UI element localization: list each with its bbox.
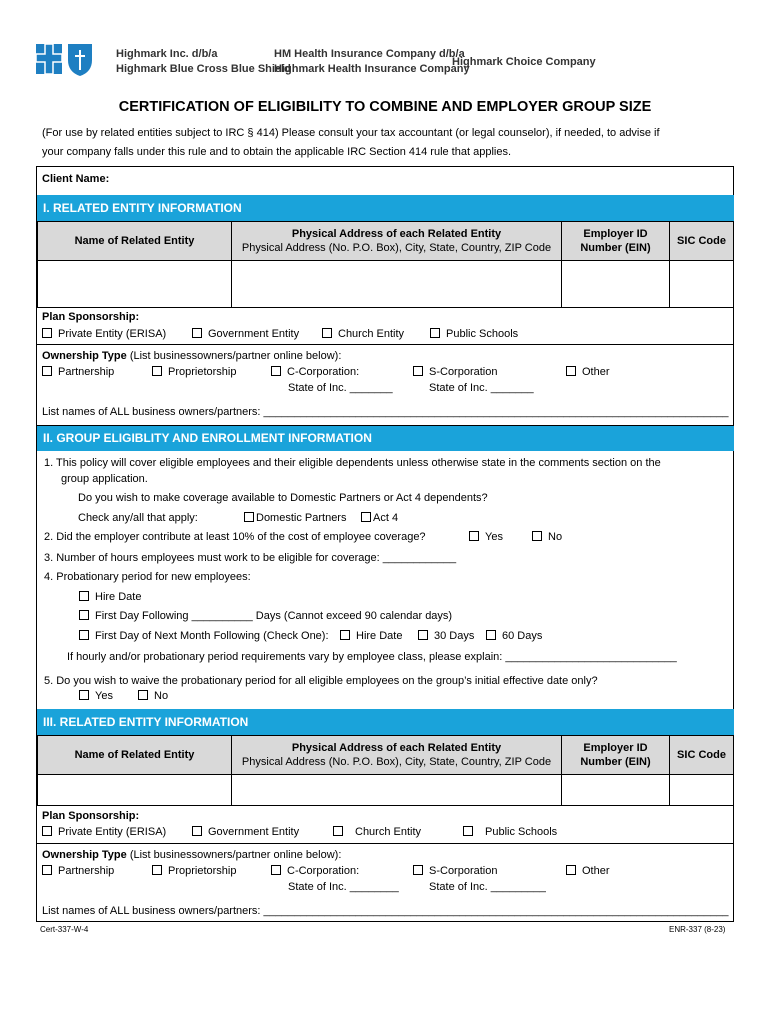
plan-option[interactable]	[322, 327, 404, 342]
client-name-label: Client Name:	[42, 173, 110, 185]
plan-sponsorship-label: Plan Sponsorship:	[42, 810, 140, 822]
domestic-partners-option[interactable]	[244, 511, 346, 526]
checkbox-icon[interactable]	[469, 531, 479, 541]
col-name-header: Name of Related Entity	[38, 736, 232, 775]
divider	[36, 843, 734, 844]
ownership-type-label	[42, 349, 341, 364]
entity-sic-cell[interactable]	[670, 261, 734, 308]
checkbox-icon[interactable]	[413, 865, 423, 875]
company1-line1: Highmark Inc. d/b/a	[116, 48, 218, 60]
checkbox-icon[interactable]	[138, 690, 148, 700]
state-of-inc-c[interactable]: State of Inc. _______	[288, 382, 393, 394]
plan-option-label: Private Entity (ERISA)	[58, 826, 167, 838]
q4-explain-field[interactable]: If hourly and/or probationary period requirements vary by employee class, please explain: ____________________________	[67, 651, 677, 663]
checkbox-icon[interactable]	[413, 366, 423, 376]
state-of-inc-s[interactable]: State of Inc. _________	[429, 881, 546, 893]
checkbox-icon[interactable]	[79, 591, 89, 601]
q4-hire-date-option[interactable]	[79, 590, 141, 605]
col-sic-header: SIC Code	[670, 736, 734, 775]
q1-text-cont: group application.	[61, 473, 148, 485]
checkbox-icon[interactable]	[361, 512, 371, 522]
plan-option[interactable]	[42, 825, 166, 840]
domestic-partners-label: Domestic Partners	[256, 512, 347, 524]
checkbox-icon[interactable]	[340, 630, 350, 640]
col-address-sub: Physical Address (No. P.O. Box), City, State, Country, ZIP Code	[241, 242, 552, 254]
col-name-header: Name of Related Entity	[38, 222, 232, 261]
ownership-type-note: (List businessowners/partner online below):	[126, 849, 342, 861]
checkbox-icon[interactable]	[418, 630, 428, 640]
q4-sub-60-days[interactable]	[486, 629, 542, 644]
q4-text: 4. Probationary period for new employees:	[44, 571, 251, 583]
q4-sub-30-days[interactable]	[418, 629, 474, 644]
ownership-option[interactable]	[271, 365, 359, 380]
q2-no-option[interactable]	[532, 530, 562, 545]
ownership-type-label	[42, 848, 341, 863]
section2-header: II. GROUP ELIGIBLITY AND ENROLLMENT INFORMATION	[37, 425, 734, 451]
checkbox-icon[interactable]	[42, 328, 52, 338]
col-ein-header	[562, 736, 670, 775]
ownership-option-label: Other	[582, 865, 610, 877]
entity-ein-cell[interactable]	[562, 261, 670, 308]
q1-check-label: Check any/all that apply:	[78, 512, 198, 524]
blue-cross-blue-shield-logo	[34, 40, 96, 80]
section1-table	[37, 221, 734, 308]
checkbox-icon[interactable]	[322, 328, 332, 338]
checkbox-icon[interactable]	[42, 826, 52, 836]
col-sic-header: SIC Code	[670, 222, 734, 261]
plan-option[interactable]	[463, 825, 557, 840]
no-label: No	[154, 690, 169, 702]
checkbox-icon[interactable]	[42, 366, 52, 376]
company1-line2: Highmark Blue Cross Blue Shield	[116, 63, 291, 75]
checkbox-icon[interactable]	[79, 690, 89, 700]
plan-option-label: Private Entity (ERISA)	[58, 328, 167, 340]
q5-yes-option[interactable]	[79, 689, 113, 704]
entity-sic-cell[interactable]	[670, 775, 734, 806]
company2-line2: Highmark Health Insurance Company	[274, 63, 470, 75]
company2	[274, 47, 470, 77]
checkbox-icon[interactable]	[430, 328, 440, 338]
divider	[36, 425, 734, 426]
ownership-type-title: Ownership Type	[42, 849, 127, 861]
checkbox-icon[interactable]	[271, 865, 281, 875]
checkbox-icon[interactable]	[463, 826, 473, 836]
company2-line1: HM Health Insurance Company d/b/a	[274, 48, 465, 60]
ownership-option[interactable]	[152, 365, 236, 380]
q1-text: 1. This policy will cover eligible employees and their eligible dependents unless otherwise state in the comments section on the	[44, 457, 661, 469]
ownership-option[interactable]	[152, 864, 236, 879]
owners-list-field[interactable]: List names of ALL business owners/partners: ____________________________________________________________________________	[42, 905, 729, 917]
act4-label: Act 4	[373, 512, 399, 524]
ownership-option[interactable]	[413, 864, 497, 879]
plan-option[interactable]	[192, 825, 299, 840]
plan-option[interactable]	[430, 327, 518, 342]
q1-question: Do you wish to make coverage available to Domestic Partners or Act 4 dependents?	[78, 492, 488, 504]
ownership-option[interactable]	[413, 365, 497, 380]
checkbox-icon[interactable]	[486, 630, 496, 640]
ownership-option[interactable]	[42, 365, 114, 380]
footer-form-id: Cert-337-W-4	[40, 925, 89, 934]
checkbox-icon[interactable]	[271, 366, 281, 376]
checkbox-icon[interactable]	[152, 865, 162, 875]
q4-next-month-option[interactable]	[79, 629, 329, 644]
page-title: CERTIFICATION OF ELIGIBILITY TO COMBINE AND EMPLOYER GROUP SIZE	[118, 99, 652, 115]
intro-line1: (For use by related entities subject to IRC § 414) Please consult your tax accountant (or legal counselor), if needed, to advise if	[42, 127, 660, 139]
entity-ein-cell[interactable]	[562, 775, 670, 806]
plan-option-label: Church Entity	[338, 328, 405, 340]
q3-text[interactable]: 3. Number of hours employees must work to be eligible for coverage: ____________	[44, 552, 457, 564]
checkbox-icon[interactable]	[566, 865, 576, 875]
ownership-option[interactable]	[42, 864, 114, 879]
checkbox-icon[interactable]	[532, 531, 542, 541]
plan-option-label: Church Entity	[355, 826, 422, 838]
logo-group	[34, 40, 96, 85]
option-label: 60 Days	[502, 630, 543, 642]
ownership-option-label: Partnership	[58, 366, 115, 378]
checkbox-icon[interactable]	[192, 328, 202, 338]
plan-option[interactable]	[42, 327, 166, 342]
ownership-option-label: S-Corporation	[429, 366, 498, 378]
q4-sub-hire-date[interactable]	[340, 629, 402, 644]
ownership-option-label: C-Corporation:	[287, 865, 360, 877]
plan-option-label: Government Entity	[208, 328, 300, 340]
option-label: Hire Date	[356, 630, 403, 642]
col-ein-line2: Number (EIN)	[580, 242, 651, 254]
ownership-option-label: C-Corporation:	[287, 366, 360, 378]
plan-option-label: Public Schools	[485, 826, 558, 838]
entity-address-cell[interactable]	[232, 775, 562, 806]
col-ein-line1: Employer ID	[583, 228, 648, 240]
plan-option[interactable]	[333, 825, 421, 840]
q2-yes-option[interactable]	[469, 530, 503, 545]
ownership-option[interactable]	[566, 864, 610, 879]
checkbox-icon[interactable]	[566, 366, 576, 376]
checkbox-icon[interactable]	[42, 865, 52, 875]
company1	[116, 47, 291, 77]
checkbox-icon[interactable]	[152, 366, 162, 376]
checkbox-icon[interactable]	[192, 826, 202, 836]
plan-option-label: Public Schools	[446, 328, 519, 340]
col-address-title: Physical Address of each Related Entity	[291, 742, 502, 754]
ownership-option[interactable]	[566, 365, 610, 380]
q2-text: 2. Did the employer contribute at least 10% of the cost of employee coverage?	[44, 531, 426, 543]
plan-option[interactable]	[192, 327, 299, 342]
col-address-sub: Physical Address (No. P.O. Box), City, State, Country, ZIP Code	[241, 756, 552, 768]
plan-option-label: Government Entity	[208, 826, 300, 838]
ownership-type-note: (List businessowners/partner online below):	[126, 350, 342, 362]
q5-text: 5. Do you wish to waive the probationary period for all eligible employees on the group’s initial effective date only?	[44, 675, 598, 687]
ownership-type-title: Ownership Type	[42, 350, 127, 362]
col-ein-line2: Number (EIN)	[580, 756, 651, 768]
no-label: No	[548, 531, 563, 543]
state-of-inc-s[interactable]: State of Inc. _______	[429, 382, 534, 394]
plan-sponsorship-label: Plan Sponsorship:	[42, 311, 140, 323]
option-label: Hire Date	[95, 591, 142, 603]
ownership-option-label: Proprietorship	[168, 366, 237, 378]
ownership-option-label: Other	[582, 366, 610, 378]
entity-name-cell[interactable]	[38, 261, 232, 308]
col-address-header	[232, 736, 562, 775]
client-name-field[interactable]	[116, 170, 726, 190]
checkbox-icon[interactable]	[333, 826, 343, 836]
entity-address-cell[interactable]	[232, 261, 562, 308]
yes-label: Yes	[95, 690, 113, 702]
option-label: First Day of Next Month Following (Check One):	[95, 630, 329, 642]
col-ein-header	[562, 222, 670, 261]
option-label: First Day Following __________ Days (Cannot exceed 90 calendar days)	[95, 610, 453, 622]
ownership-option[interactable]	[271, 864, 359, 879]
entity-name-cell[interactable]	[38, 775, 232, 806]
ownership-option-label: S-Corporation	[429, 865, 498, 877]
intro-line2: your company falls under this rule and to obtain the applicable IRC Section 414 rule that applies.	[42, 146, 512, 158]
owners-list-field[interactable]: List names of ALL business owners/partners: ____________________________________________________________________________	[42, 406, 729, 418]
divider	[36, 344, 734, 345]
option-label: 30 Days	[434, 630, 475, 642]
ownership-option-label: Partnership	[58, 865, 115, 877]
yes-label: Yes	[485, 531, 503, 543]
col-address-header	[232, 222, 562, 261]
intro-text	[42, 124, 732, 162]
col-ein-line1: Employer ID	[583, 742, 648, 754]
q5-no-option[interactable]	[138, 689, 168, 704]
col-address-title: Physical Address of each Related Entity	[291, 228, 502, 240]
ownership-option-label: Proprietorship	[168, 865, 237, 877]
checkbox-icon[interactable]	[79, 630, 89, 640]
checkbox-icon[interactable]	[244, 512, 254, 522]
section3-table	[37, 735, 734, 806]
footer-enr-id: ENR-337 (8-23)	[669, 925, 726, 934]
act4-option[interactable]	[361, 511, 398, 526]
checkbox-icon[interactable]	[79, 610, 89, 620]
company3: Highmark Choice Company	[452, 56, 596, 68]
state-of-inc-c[interactable]: State of Inc. ________	[288, 881, 399, 893]
section1-header: I. RELATED ENTITY INFORMATION	[37, 195, 734, 221]
q4-first-day-option[interactable]	[79, 609, 452, 624]
section3-header: III. RELATED ENTITY INFORMATION	[37, 709, 734, 735]
